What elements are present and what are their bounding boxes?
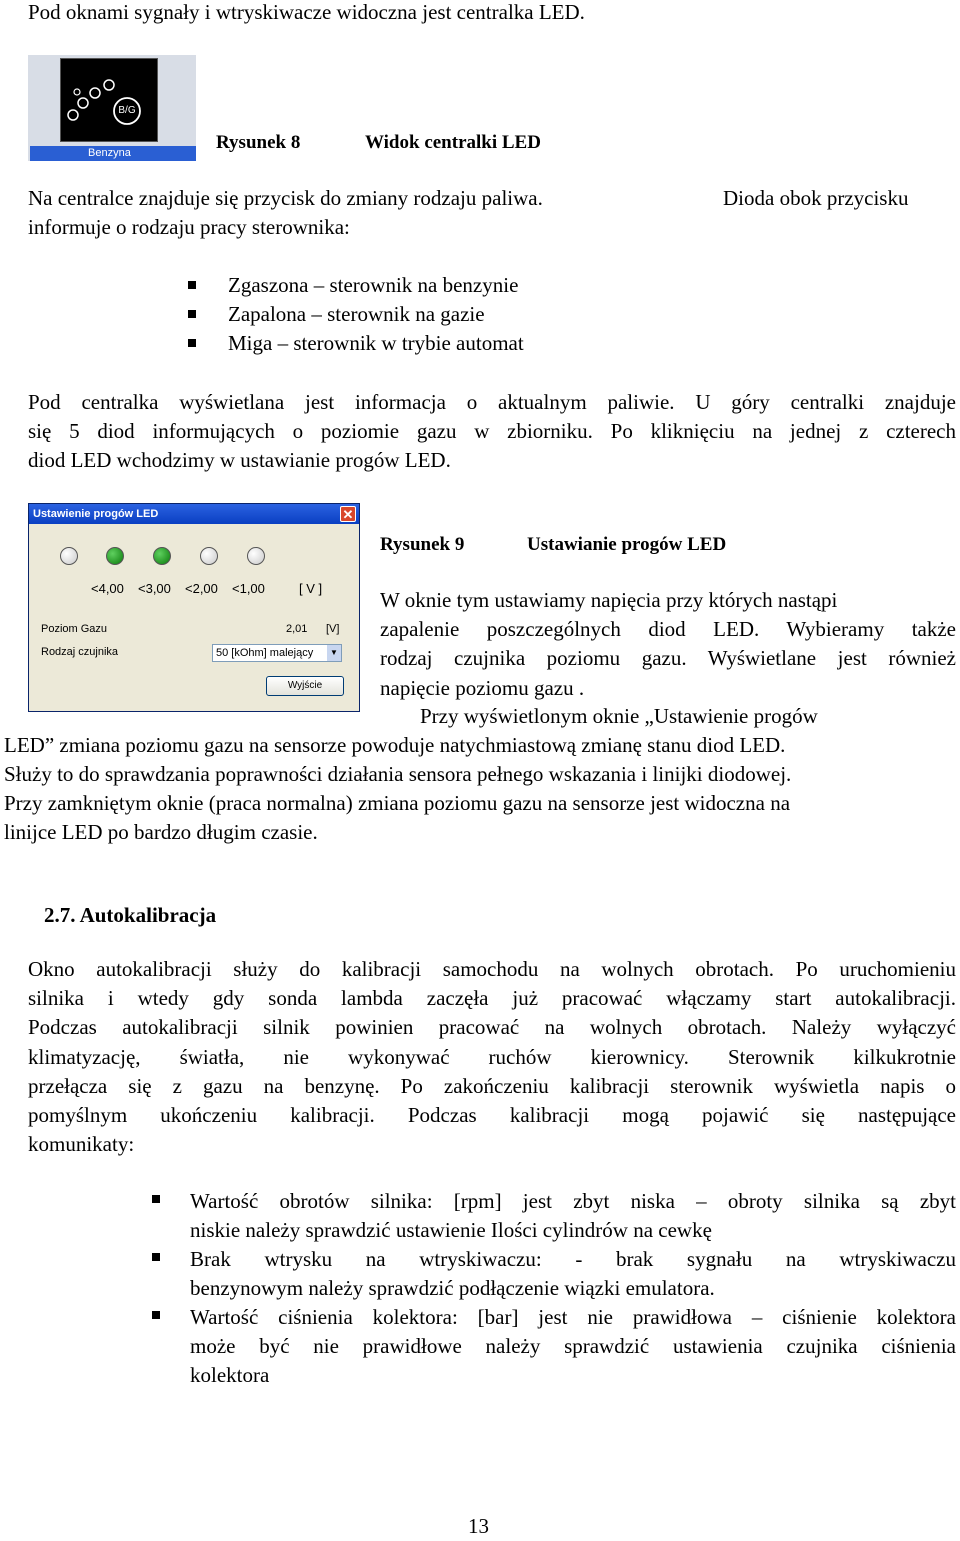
intro-text: Pod oknami sygnały i wtryskiwacze widoczna jest centralka LED.: [28, 0, 585, 24]
threshold-1-input[interactable]: <4,00: [91, 581, 124, 596]
section-line: komunikaty:: [28, 1132, 135, 1157]
dialog-title: Ustawienie progów LED: [33, 508, 159, 520]
para4-line: Przy wyświetlonym oknie „Ustawienie progów: [420, 704, 818, 728]
para4-line: linijce LED po bardzo długim czasie.: [4, 820, 318, 844]
para2-line: Pod centralka wyświetlana jest informacja o aktualnym paliwie. U góry centralki znajduje: [28, 390, 956, 414]
para2-line: diod LED wchodzimy w ustawianie progów LED.: [28, 448, 451, 473]
sensor-type-select[interactable]: [212, 644, 342, 662]
para4-line: LED” zmiana poziomu gazu na sensorze powoduje natychmiastową zmianę stanu diod LED.: [4, 733, 786, 757]
section-bullet: [190, 1245, 956, 1303]
para3-line: W oknie tym ustawiamy napięcia przy których nastąpi: [380, 588, 838, 612]
section-bullet-line: benzynowym należy sprawdzić podłączenie wiązki emulatora.: [190, 1276, 715, 1301]
led-4-indicator[interactable]: [200, 547, 218, 565]
section-bullet-line: może być nie prawidłowe należy sprawdzić ustawienia czujnika ciśnienia: [190, 1334, 956, 1359]
figure8-number: Rysunek 8: [216, 132, 301, 153]
section-bullet: [190, 1187, 956, 1245]
chevron-down-icon[interactable]: ▼: [327, 645, 341, 661]
figure8-caption: Widok centralki LED: [365, 132, 541, 153]
bullet-item: Zapalona – sterownik na gazie: [228, 302, 485, 326]
section-bullet-line: kolektora: [190, 1363, 270, 1388]
section-bullet: [190, 1303, 956, 1391]
para2: [28, 388, 956, 476]
section-line: klimatyzację, światła, nie wykonywać ruchów kierownicy. Sterownik kilkukrotnie: [28, 1044, 956, 1069]
threshold-2-input[interactable]: <3,00: [138, 581, 171, 596]
bullet-item: Zgaszona – sterownik na benzynie: [228, 273, 519, 297]
section-line: Podczas autokalibracji silnik powinien pracować na wolnych obrotach. Należy wyłączyć: [28, 1015, 956, 1040]
fuel-button-label[interactable]: B/G: [118, 105, 136, 116]
para3-line: rodzaj czujnika poziomu gazu. Wyświetlane jest również: [380, 646, 956, 671]
page-number: 13: [468, 1514, 489, 1538]
section-bullet-line: Wartość obrotów silnika: [rpm] jest zbyt niska – obroty silnika są zbyt: [190, 1189, 956, 1213]
sensor-type-value: 50 [kOhm] malejący: [216, 647, 314, 659]
section-bullet-line: niskie należy sprawdzić ustawienie Ilości cylindrów na cewkę: [190, 1218, 712, 1243]
para4-line: Przy zamkniętym oknie (praca normalna) zmiana poziomu gazu na sensorze jest widoczna na: [4, 791, 791, 815]
section-line: pomyślnym ukończeniu kalibracji. Podczas kalibracji mogą pojawić się następujące: [28, 1103, 956, 1128]
led-5-indicator[interactable]: [247, 547, 265, 565]
para1-line1-right: Dioda obok przycisku: [723, 186, 909, 210]
para3: [380, 586, 956, 703]
para3-line: zapalenie poszczególnych diod LED. Wybieramy także: [380, 617, 956, 642]
threshold-4-input[interactable]: <1,00: [232, 581, 265, 596]
bullet-item: Miga – sterownik w trybie automat: [228, 331, 524, 355]
led-threshold-dialog: [28, 503, 360, 712]
sensor-type-label: Rodzaj czujnika: [41, 646, 119, 658]
para2-line: się 5 diod informujących o poziomie gazu w zbiorniku. Po kliknięciu na jednej z czterech: [28, 419, 956, 444]
threshold-3-input[interactable]: <2,00: [185, 581, 218, 596]
gas-level-unit: [V]: [326, 623, 340, 635]
led-3-indicator[interactable]: [153, 547, 171, 565]
fuel-status-bar: Benzyna: [30, 146, 196, 161]
exit-button[interactable]: Wyjście: [266, 676, 344, 696]
section-para: [28, 955, 956, 1159]
led-panel-image: [28, 55, 196, 161]
figure9-caption: Ustawianie progów LED: [527, 534, 727, 555]
dialog-titlebar[interactable]: [29, 504, 359, 524]
led-2-indicator[interactable]: [106, 547, 124, 565]
led-indicators-icon: [61, 59, 157, 141]
para3-line: napięcie poziomu gazu .: [380, 675, 585, 700]
bullet-icon: [152, 1253, 160, 1261]
para1-line2: informuje o rodzaju pracy sterownika:: [28, 215, 350, 239]
section-line: Okno autokalibracji służy do kalibracji samochodu na wolnych obrotach. Po uruchomieniu: [28, 957, 956, 981]
section-bullet-line: Brak wtrysku na wtryskiwaczu: - brak sygnału na wtryskiwaczu: [190, 1247, 956, 1271]
gas-level-label: Poziom Gazu: [41, 623, 108, 635]
led-panel-screen: [60, 58, 158, 142]
close-icon[interactable]: ✕: [340, 506, 356, 522]
para4-line: Służy to do sprawdzania poprawności działania sensora pełnego wskazania i linijki diodowej.: [4, 762, 792, 786]
section-line: silnika i wtedy gdy sonda lambda zaczęła już pracować włączamy start autokalibracji.: [28, 986, 956, 1011]
bullet-icon: [188, 310, 196, 318]
bullet-icon: [188, 281, 196, 289]
para1-line1: Na centralce znajduje się przycisk do zmiany rodzaju paliwa.: [28, 186, 543, 210]
threshold-unit: [ V ]: [299, 581, 323, 596]
led-1-indicator[interactable]: [60, 547, 78, 565]
gas-level-value: 2,01: [286, 623, 308, 635]
bullet-icon: [152, 1311, 160, 1319]
section-heading: 2.7. Autokalibracja: [44, 903, 217, 927]
figure9-number: Rysunek 9: [380, 534, 465, 555]
section-line: przełącza się z gazu na benzynę. Po zakończeniu kalibracji sterownik wyświetla napis o: [28, 1073, 956, 1098]
section-bullet-line: Wartość ciśnienia kolektora: [bar] jest nie prawidłowa – ciśnienie kolektora: [190, 1305, 956, 1329]
bullet-icon: [152, 1195, 160, 1203]
bullet-icon: [188, 339, 196, 347]
